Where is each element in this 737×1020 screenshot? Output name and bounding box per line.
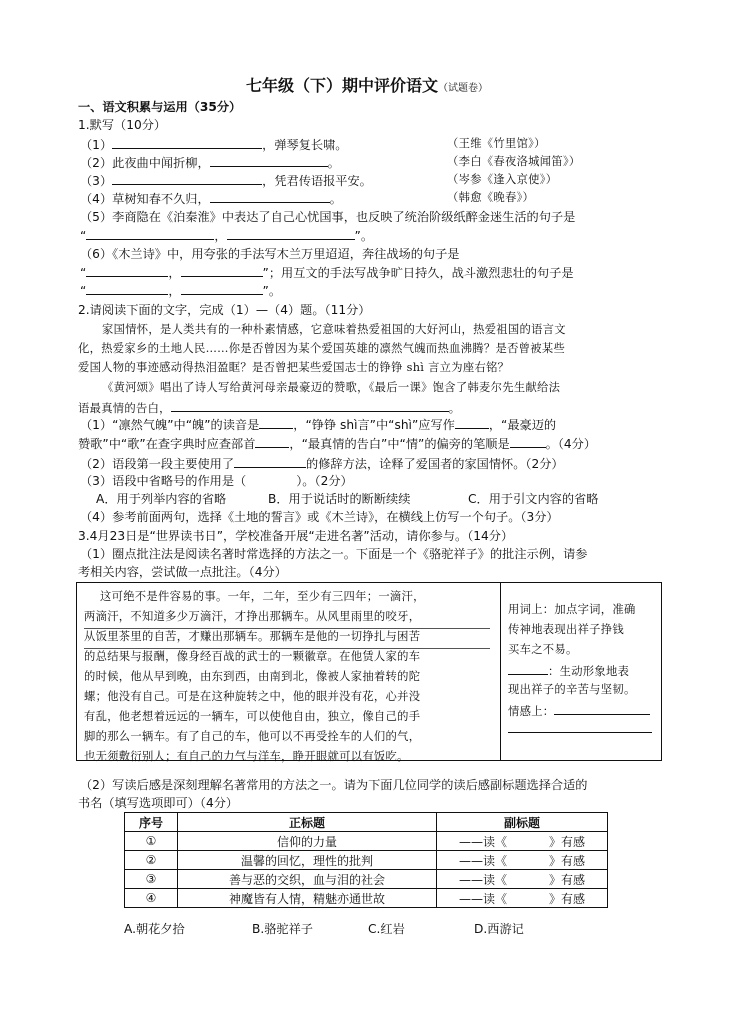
q2-passage-line: 化，热爱家乡的土地人民……你是否曾因为某个爱国英雄的凛然气魄而热血沸腾？是否曾被某些 [78,342,566,355]
answer-blank[interactable] [227,227,355,240]
annotation-line: 情感上： [508,702,650,720]
q1-item-4: （4）草树知春不久归， 。 [80,192,342,206]
answer-blank[interactable] [455,416,489,429]
choice-b: B.骆驼祥子 [252,922,313,936]
title-table [124,812,608,908]
annotation-line: 用词上：加点字词，准确 [508,603,636,616]
q1-source-4: （韩愈《晚春》） [447,191,535,204]
q3-sub-1-cont: 考相关内容，尝试做一点批注。（4分） [78,565,287,579]
excerpt-line: 这可绝不是件容易的事。一年，二年，至少有三四年；一滴汗， [100,590,425,603]
annotation-line: 现出祥子的辛苦与坚韧。 [508,683,636,696]
q3-sub-2-cont: 书名（填写选项即可）（4分） [78,796,239,810]
q1-source-2: （李白《春夜洛城闻笛》） [447,155,581,168]
col-header: 副标题 [437,813,608,832]
sub-title[interactable]: ——读《 》有感 [437,832,608,851]
excerpt-line: 有乱，他老想着远远的一辆车，可以使他自由，独立，像自己的手 [84,710,421,723]
option-a: A．用于列举内容的省略 [96,492,227,506]
main-title: 信仰的力量 [178,832,437,851]
excerpt-line: 也无须敷衍别人；有自己的力气与洋车，睁开眼就可以有饭吃。 [84,750,409,763]
row-number: ④ [125,889,178,908]
table-row [125,832,608,851]
table-row [125,870,608,889]
q1-item-5: （5）李商隐在《泊秦淮》中表达了自己心忧国事，也反映了统治阶级纸醉金迷生活的句子是 [80,210,576,224]
answer-blank[interactable] [259,416,293,429]
excerpt-line: 螺；他没有自己。可是在这种旋转之中，他的眼并没有花，心并没 [84,690,421,703]
annotation-line: 买车之不易。 [508,643,578,656]
q3-heading: 3.4月23日是“世界读书日”，学校准备开展“走进名著”活动，请你参与。（14分） [78,529,514,543]
q1-source-1: （王维《竹里馆》） [447,137,546,150]
q1-item-6: （6）《木兰诗》中，用夸张的手法写木兰万里迢迢，奔往战场的句子是 [80,247,460,261]
answer-line[interactable] [508,732,652,733]
q1-item-1: （1） ，弹琴复长啸。 [80,138,348,152]
q3-sub-2: （2）写读后感是深刻理解名著常用的方法之一。请为下面几位同学的读后感副标题选择合适的 [80,778,588,792]
answer-blank[interactable] [210,154,328,167]
col-header: 正标题 [178,813,437,832]
q2-sub-4: （4）参考前面两句，选择《土地的誓言》或《木兰诗》，在横线上仿写一个句子。（3分） [80,510,559,524]
q1-item-3: （3） ，凭君传语报平安。 [80,174,372,188]
excerpt-underline [84,648,490,649]
row-number: ② [125,851,178,870]
title-note: （试题卷） [438,83,489,94]
q1-item-6-blanks: “ ， ”；用互文的手法写战争旷日持久，战斗激烈悲壮的句子是 [80,266,574,280]
box-divider [500,582,501,760]
q2-sub-1-cont: 赞歌”中“歌”在查字典时应查部首 ，“最真情的告白”中“情”的偏旁的笔顺是 。（4分） [78,437,597,451]
answer-blank[interactable] [210,190,330,203]
main-title: 温馨的回忆，理性的批判 [178,851,437,870]
sub-title[interactable]: ——读《 》有感 [437,870,608,889]
q2-sub-1: （1）“凛然气魄”中“魄”的读音是 ，“铮铮 shì言”中“shì”应写作 ，“最豪迈的 [80,418,557,432]
answer-blank[interactable] [86,227,214,240]
sub-title[interactable]: ——读《 》有感 [437,851,608,870]
answer-blank[interactable] [255,435,289,448]
excerpt-underline [84,628,490,629]
q3-sub-1: （1）圈点批注法是阅读名著时常选择的方法之一。下面是一个《骆驼祥子》的批注示例，请参 [80,547,588,561]
answer-blank[interactable] [112,172,262,185]
excerpt-line: 从饭里茶里的自苦，才赚出那辆车。那辆车是他的一切挣扎与困苦 [84,630,421,643]
answer-blank[interactable] [181,264,263,277]
choice-d: D.西游记 [474,922,524,936]
q2-passage-line: 《黄河颂》唱出了诗人写给黄河母亲最豪迈的赞歌，《最后一课》饱含了韩麦尔先生献给法 [102,381,561,394]
q2-sub-2: （2）语段第一段主要使用了 的修辞方法，诠释了爱国者的家国情怀。（2分） [80,457,564,471]
row-number: ③ [125,870,178,889]
choice-c: C.红岩 [368,922,405,936]
answer-blank[interactable] [234,455,306,468]
main-title: 神魔皆有人情，精魅亦通世故 [178,889,437,908]
option-c: C．用于引文内容的省略 [468,492,599,506]
answer-blank[interactable] [86,264,168,277]
excerpt-line: 两滴汗，不知道多少万滴汗，才挣出那辆车。从风里雨里的咬牙， [84,610,421,623]
q2-sub-3: （3）语段中省略号的作用是（ ）。（2分） [80,474,353,488]
answer-blank[interactable] [181,282,263,295]
table-header-row [125,813,608,832]
excerpt-line: 的时候，他从早到晚，由东到西，由南到北，像被人家抽着转的陀 [84,670,421,683]
row-number: ① [125,832,178,851]
answer-blank[interactable] [112,136,262,149]
q2-heading: 2.请阅读下面的文字，完成（1）—（4）题。（11分） [78,303,371,317]
q1-item-5-blanks: “ ， ”。 [80,229,374,243]
table-row [125,851,608,870]
answer-blank[interactable] [86,282,168,295]
q2-passage-line: 语最真情的告白， 。 [78,399,460,417]
q1-heading: 1.默写（10分） [78,118,167,132]
answer-blank[interactable] [171,399,449,412]
choice-a: A.朝花夕拾 [124,922,185,936]
q2-passage-line: 家国情怀，是人类共有的一种朴素情感，它意味着热爱祖国的大好河山，热爱祖国的语言文 [102,323,566,336]
annotation-line: ：生动形象地表 [508,662,629,680]
answer-blank[interactable] [554,702,650,715]
page-title: 七年级（下）期中评价语文（试题卷） [246,76,489,95]
q1-source-3: （岑参《逢入京使》） [447,173,558,186]
q1-item-2: （2）此夜曲中闻折柳， 。 [80,156,340,170]
annotation-line: 传神地表现出祥子挣钱 [508,623,624,636]
sub-title[interactable]: ——读《 》有感 [437,889,608,908]
option-b: B．用于说话时的断断续续 [268,492,411,506]
excerpt-line: 脚的那么一辆车。有了自己的车，他可以不再受拴车的人们的气， [84,730,421,743]
excerpt-line: 的总结果与报酬，像身经百战的武士的一颗徽章。在他赁人家的车 [84,650,421,663]
q2-passage-line: 爱国人物的事迹感动得热泪盈眶？是否曾把某些爱国志士的铮铮 shì 言立为座右铭？ [78,361,510,374]
col-header: 序号 [125,813,178,832]
table-row [125,889,608,908]
main-title: 善与恶的交织，血与泪的社会 [178,870,437,889]
answer-blank[interactable] [508,662,548,675]
section-heading: 一、语文积累与运用（35分） [78,100,242,114]
q1-item-6-blanks-2: “ ， ”。 [80,284,282,298]
answer-blank[interactable] [510,435,546,448]
